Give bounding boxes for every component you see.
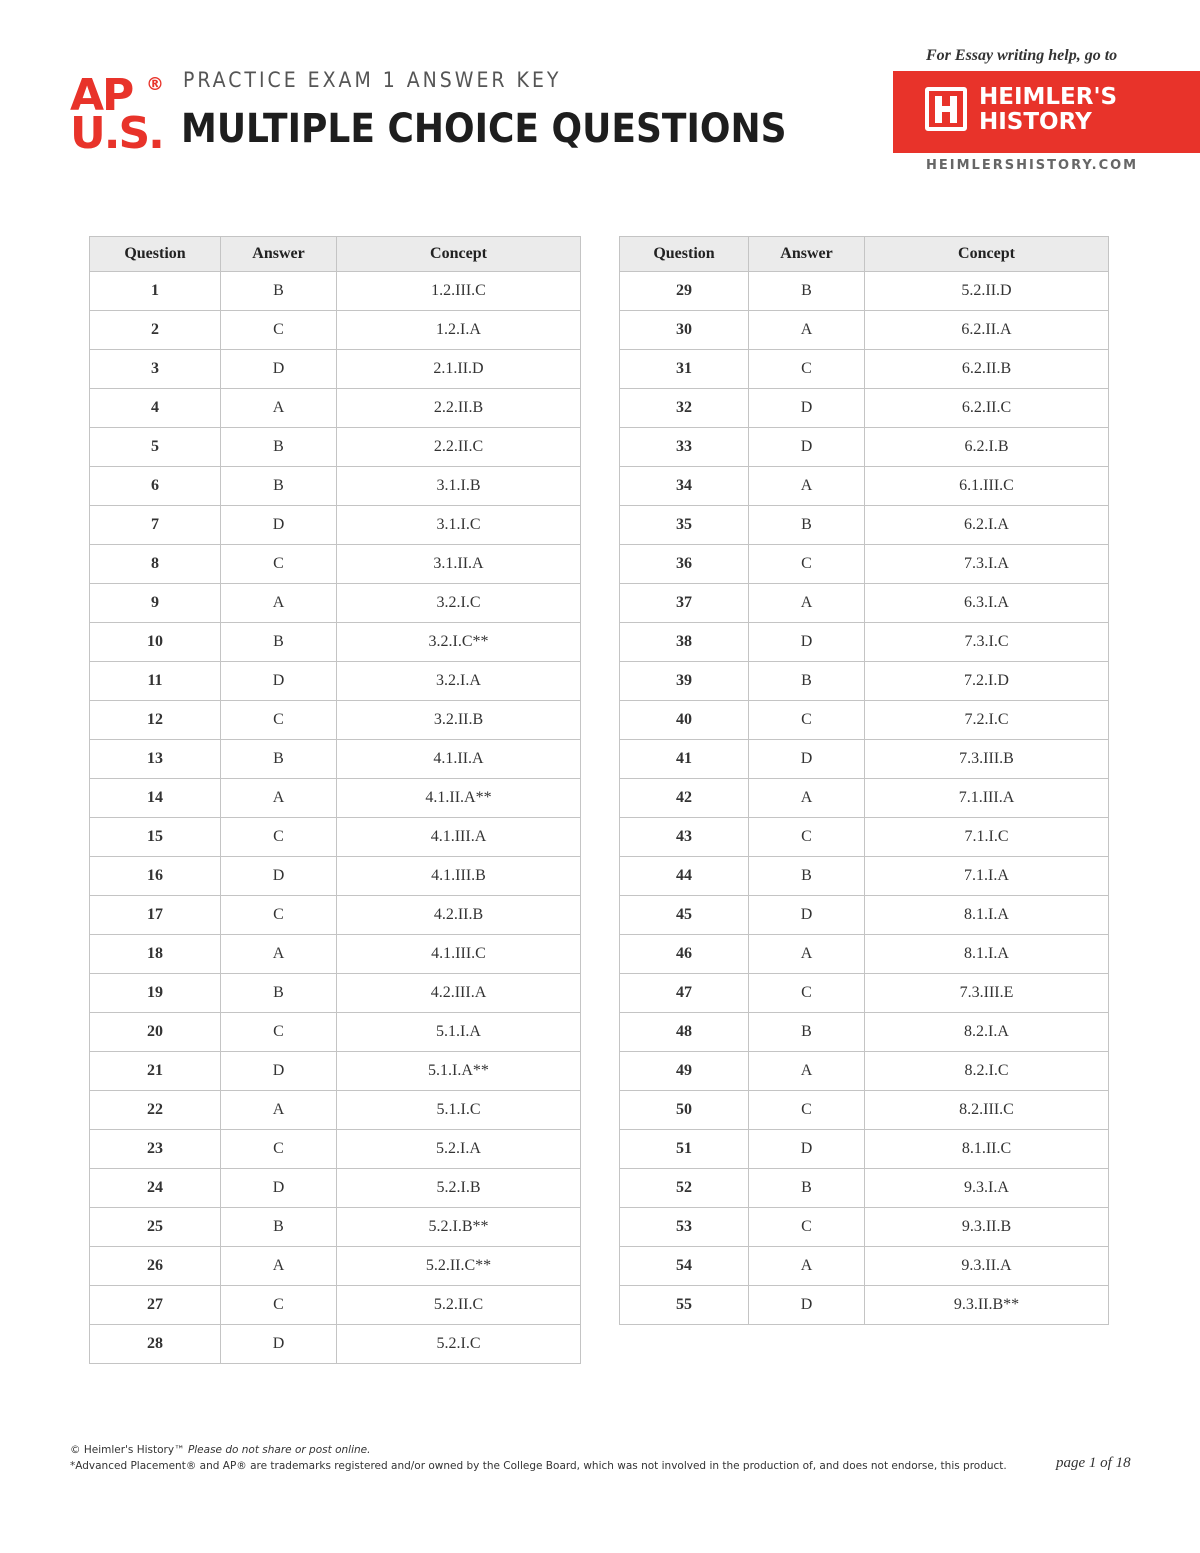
answer-cell: D xyxy=(221,1052,337,1091)
table-row xyxy=(620,1052,1109,1091)
table-header-row xyxy=(90,237,581,272)
concept-cell: 7.1.I.A xyxy=(865,857,1109,896)
concept-cell: 1.2.III.C xyxy=(337,272,581,311)
answer-cell: C xyxy=(749,1091,865,1130)
question-cell: 7 xyxy=(90,506,221,545)
page-title: MULTIPLE CHOICE QUESTIONS xyxy=(181,106,787,152)
answer-cell: D xyxy=(221,506,337,545)
table-row xyxy=(90,1247,581,1286)
question-cell: 49 xyxy=(620,1052,749,1091)
header-question: Question xyxy=(90,237,221,272)
answer-cell: B xyxy=(749,662,865,701)
concept-cell: 3.1.I.C xyxy=(337,506,581,545)
answer-table-right xyxy=(619,236,1109,1325)
question-cell: 1 xyxy=(90,272,221,311)
question-cell: 36 xyxy=(620,545,749,584)
question-cell: 34 xyxy=(620,467,749,506)
concept-cell: 4.1.II.A xyxy=(337,740,581,779)
answer-cell: A xyxy=(749,1052,865,1091)
answer-cell: D xyxy=(749,896,865,935)
answer-cell: A xyxy=(749,467,865,506)
question-cell: 11 xyxy=(90,662,221,701)
concept-cell: 4.1.III.C xyxy=(337,935,581,974)
table-row xyxy=(620,1247,1109,1286)
answer-cell: C xyxy=(221,1130,337,1169)
concept-cell: 5.1.I.A** xyxy=(337,1052,581,1091)
table-row xyxy=(90,818,581,857)
heimlers-history-logo[interactable] xyxy=(893,71,1200,153)
concept-cell: 3.1.II.A xyxy=(337,545,581,584)
ap-us-logo xyxy=(70,70,170,159)
answer-cell: D xyxy=(749,740,865,779)
question-cell: 40 xyxy=(620,701,749,740)
answer-cell: A xyxy=(221,1247,337,1286)
header-answer: Answer xyxy=(221,237,337,272)
table-row xyxy=(90,623,581,662)
concept-cell: 6.2.I.B xyxy=(865,428,1109,467)
table-header-row xyxy=(620,237,1109,272)
question-cell: 22 xyxy=(90,1091,221,1130)
question-cell: 21 xyxy=(90,1052,221,1091)
table-row xyxy=(90,272,581,311)
table-row xyxy=(620,1091,1109,1130)
question-cell: 2 xyxy=(90,311,221,350)
table-row xyxy=(90,350,581,389)
answer-cell: D xyxy=(221,1325,337,1364)
question-cell: 35 xyxy=(620,506,749,545)
answer-cell: A xyxy=(221,935,337,974)
page-subtitle: PRACTICE EXAM 1 ANSWER KEY xyxy=(183,68,562,92)
logo-ap-text: AP xyxy=(70,70,133,121)
heimler-h-icon xyxy=(925,87,967,131)
table-row xyxy=(620,311,1109,350)
table-row xyxy=(90,1091,581,1130)
answer-cell: D xyxy=(221,857,337,896)
table-row xyxy=(620,662,1109,701)
question-cell: 33 xyxy=(620,428,749,467)
answer-cell: B xyxy=(221,974,337,1013)
question-cell: 41 xyxy=(620,740,749,779)
footer-copyright-line xyxy=(70,1442,1007,1458)
answer-cell: B xyxy=(221,467,337,506)
concept-cell: 6.1.III.C xyxy=(865,467,1109,506)
answer-cell: B xyxy=(221,428,337,467)
table-row xyxy=(620,818,1109,857)
concept-cell: 5.1.I.A xyxy=(337,1013,581,1052)
concept-cell: 7.2.I.C xyxy=(865,701,1109,740)
concept-cell: 4.1.II.A** xyxy=(337,779,581,818)
table-row xyxy=(620,389,1109,428)
answer-cell: A xyxy=(749,779,865,818)
table-row xyxy=(90,389,581,428)
footer-notice: Please do not share or post online. xyxy=(187,1444,371,1456)
concept-cell: 3.2.I.C** xyxy=(337,623,581,662)
answer-cell: D xyxy=(749,1286,865,1325)
question-cell: 10 xyxy=(90,623,221,662)
answer-cell: A xyxy=(221,1091,337,1130)
table-row xyxy=(620,1286,1109,1325)
concept-cell: 7.3.I.A xyxy=(865,545,1109,584)
footer-trademark: *Advanced Placement® and AP® are trademarks registered and/or owned by the College Board, which was not involved in the production of, and does not endorse, this product. xyxy=(70,1460,1007,1472)
table-row xyxy=(90,857,581,896)
table-row xyxy=(620,779,1109,818)
question-cell: 52 xyxy=(620,1169,749,1208)
question-cell: 31 xyxy=(620,350,749,389)
concept-cell: 8.1.I.A xyxy=(865,935,1109,974)
concept-cell: 9.3.II.B xyxy=(865,1208,1109,1247)
answer-cell: D xyxy=(749,1130,865,1169)
table-row xyxy=(620,857,1109,896)
question-cell: 44 xyxy=(620,857,749,896)
answer-cell: A xyxy=(749,584,865,623)
header-question: Question xyxy=(620,237,749,272)
header-answer: Answer xyxy=(749,237,865,272)
answer-cell: A xyxy=(221,584,337,623)
table-row xyxy=(90,701,581,740)
concept-cell: 3.2.II.B xyxy=(337,701,581,740)
table-row xyxy=(90,545,581,584)
brand-url-link[interactable]: HEIMLERSHISTORY.COM xyxy=(926,158,1139,173)
concept-cell: 5.2.I.B xyxy=(337,1169,581,1208)
table-row xyxy=(620,428,1109,467)
question-cell: 20 xyxy=(90,1013,221,1052)
question-cell: 27 xyxy=(90,1286,221,1325)
table-row xyxy=(90,974,581,1013)
concept-cell: 6.2.II.C xyxy=(865,389,1109,428)
question-cell: 5 xyxy=(90,428,221,467)
question-cell: 53 xyxy=(620,1208,749,1247)
concept-cell: 4.2.II.B xyxy=(337,896,581,935)
answer-cell: B xyxy=(221,623,337,662)
table-row xyxy=(90,1052,581,1091)
question-cell: 48 xyxy=(620,1013,749,1052)
concept-cell: 6.2.I.A xyxy=(865,506,1109,545)
answer-cell: A xyxy=(749,1247,865,1286)
concept-cell: 5.1.I.C xyxy=(337,1091,581,1130)
question-cell: 54 xyxy=(620,1247,749,1286)
concept-cell: 5.2.II.C** xyxy=(337,1247,581,1286)
concept-cell: 4.2.III.A xyxy=(337,974,581,1013)
answer-table-left xyxy=(89,236,581,1364)
concept-cell: 4.1.III.A xyxy=(337,818,581,857)
concept-cell: 2.2.II.B xyxy=(337,389,581,428)
table-row xyxy=(90,584,581,623)
concept-cell: 7.3.III.B xyxy=(865,740,1109,779)
answer-cell: C xyxy=(221,1013,337,1052)
answer-cell: B xyxy=(221,1208,337,1247)
answer-cell: D xyxy=(221,662,337,701)
table-row xyxy=(90,779,581,818)
promo-text: For Essay writing help, go to xyxy=(926,47,1118,64)
answer-cell: B xyxy=(749,1013,865,1052)
concept-cell: 8.2.III.C xyxy=(865,1091,1109,1130)
table-row xyxy=(620,935,1109,974)
answer-cell: C xyxy=(221,1286,337,1325)
answer-cell: A xyxy=(749,935,865,974)
answer-cell: C xyxy=(221,311,337,350)
concept-cell: 9.3.II.B** xyxy=(865,1286,1109,1325)
table-row xyxy=(90,896,581,935)
concept-cell: 8.1.II.C xyxy=(865,1130,1109,1169)
table-row xyxy=(620,467,1109,506)
table-row xyxy=(620,584,1109,623)
table-row xyxy=(90,467,581,506)
brand-name-line1: HEIMLER'S xyxy=(979,84,1118,110)
concept-cell: 3.1.I.B xyxy=(337,467,581,506)
answer-cell: D xyxy=(749,428,865,467)
question-cell: 14 xyxy=(90,779,221,818)
concept-cell: 9.3.I.A xyxy=(865,1169,1109,1208)
concept-cell: 7.3.III.E xyxy=(865,974,1109,1013)
question-cell: 16 xyxy=(90,857,221,896)
question-cell: 43 xyxy=(620,818,749,857)
concept-cell: 7.3.I.C xyxy=(865,623,1109,662)
question-cell: 15 xyxy=(90,818,221,857)
answer-cell: C xyxy=(749,350,865,389)
question-cell: 29 xyxy=(620,272,749,311)
question-cell: 12 xyxy=(90,701,221,740)
table-row xyxy=(620,623,1109,662)
table-row xyxy=(620,506,1109,545)
table-row xyxy=(90,1286,581,1325)
concept-cell: 4.1.III.B xyxy=(337,857,581,896)
concept-cell: 7.2.I.D xyxy=(865,662,1109,701)
table-row xyxy=(620,896,1109,935)
question-cell: 38 xyxy=(620,623,749,662)
answer-cell: B xyxy=(749,857,865,896)
header-concept: Concept xyxy=(337,237,581,272)
answer-cell: A xyxy=(221,389,337,428)
brand-name xyxy=(979,85,1117,135)
question-cell: 24 xyxy=(90,1169,221,1208)
concept-cell: 5.2.I.A xyxy=(337,1130,581,1169)
concept-cell: 7.1.I.C xyxy=(865,818,1109,857)
answer-cell: C xyxy=(749,1208,865,1247)
table-row xyxy=(620,1130,1109,1169)
question-cell: 18 xyxy=(90,935,221,974)
concept-cell: 8.2.I.A xyxy=(865,1013,1109,1052)
answer-cell: D xyxy=(749,389,865,428)
question-cell: 42 xyxy=(620,779,749,818)
answer-cell: D xyxy=(221,1169,337,1208)
concept-cell: 2.1.II.D xyxy=(337,350,581,389)
table-row xyxy=(90,935,581,974)
answer-cell: A xyxy=(221,779,337,818)
concept-cell: 1.2.I.A xyxy=(337,311,581,350)
answer-cell: C xyxy=(221,545,337,584)
table-row xyxy=(620,1208,1109,1247)
question-cell: 13 xyxy=(90,740,221,779)
table-row xyxy=(620,701,1109,740)
concept-cell: 6.2.II.A xyxy=(865,311,1109,350)
answer-cell: C xyxy=(221,818,337,857)
question-cell: 37 xyxy=(620,584,749,623)
table-row xyxy=(90,1325,581,1364)
question-cell: 28 xyxy=(90,1325,221,1364)
answer-cell: C xyxy=(749,701,865,740)
question-cell: 47 xyxy=(620,974,749,1013)
question-cell: 55 xyxy=(620,1286,749,1325)
question-cell: 51 xyxy=(620,1130,749,1169)
header-concept: Concept xyxy=(865,237,1109,272)
question-cell: 30 xyxy=(620,311,749,350)
question-cell: 9 xyxy=(90,584,221,623)
logo-us-text: U.S. xyxy=(70,108,163,159)
answer-cell: C xyxy=(749,545,865,584)
question-cell: 17 xyxy=(90,896,221,935)
footer xyxy=(70,1442,1007,1474)
question-cell: 45 xyxy=(620,896,749,935)
question-cell: 6 xyxy=(90,467,221,506)
question-cell: 46 xyxy=(620,935,749,974)
answer-cell: C xyxy=(221,896,337,935)
question-cell: 8 xyxy=(90,545,221,584)
table-row xyxy=(90,1169,581,1208)
table-row xyxy=(620,350,1109,389)
concept-cell: 9.3.II.A xyxy=(865,1247,1109,1286)
answer-cell: C xyxy=(749,818,865,857)
question-cell: 39 xyxy=(620,662,749,701)
answer-cell: A xyxy=(749,311,865,350)
answer-cell: B xyxy=(221,740,337,779)
answer-cell: D xyxy=(221,350,337,389)
logo-registered-mark: ® xyxy=(146,74,162,95)
table-row xyxy=(90,311,581,350)
answer-cell: C xyxy=(221,701,337,740)
table-row xyxy=(90,506,581,545)
table-row xyxy=(620,1013,1109,1052)
table-row xyxy=(90,1013,581,1052)
footer-copyright: © Heimler's History™ xyxy=(70,1444,185,1456)
answer-cell: C xyxy=(749,974,865,1013)
table-row xyxy=(90,428,581,467)
table-row xyxy=(620,974,1109,1013)
concept-cell: 8.2.I.C xyxy=(865,1052,1109,1091)
concept-cell: 7.1.III.A xyxy=(865,779,1109,818)
answer-cell: B xyxy=(221,272,337,311)
question-cell: 4 xyxy=(90,389,221,428)
question-cell: 50 xyxy=(620,1091,749,1130)
page-number: page 1 of 18 xyxy=(1056,1455,1131,1471)
concept-cell: 8.1.I.A xyxy=(865,896,1109,935)
table-row xyxy=(90,1130,581,1169)
concept-cell: 6.3.I.A xyxy=(865,584,1109,623)
question-cell: 19 xyxy=(90,974,221,1013)
table-row xyxy=(90,740,581,779)
table-row xyxy=(90,1208,581,1247)
concept-cell: 3.2.I.C xyxy=(337,584,581,623)
question-cell: 3 xyxy=(90,350,221,389)
brand-name-line2: HISTORY xyxy=(979,109,1092,135)
question-cell: 26 xyxy=(90,1247,221,1286)
concept-cell: 5.2.I.C xyxy=(337,1325,581,1364)
table-row xyxy=(620,272,1109,311)
question-cell: 23 xyxy=(90,1130,221,1169)
question-cell: 32 xyxy=(620,389,749,428)
concept-cell: 6.2.II.B xyxy=(865,350,1109,389)
concept-cell: 5.2.I.B** xyxy=(337,1208,581,1247)
answer-cell: B xyxy=(749,1169,865,1208)
table-row xyxy=(620,545,1109,584)
question-cell: 25 xyxy=(90,1208,221,1247)
table-row xyxy=(90,662,581,701)
answer-cell: B xyxy=(749,272,865,311)
answer-cell: B xyxy=(749,506,865,545)
table-row xyxy=(620,740,1109,779)
answer-cell: D xyxy=(749,623,865,662)
concept-cell: 3.2.I.A xyxy=(337,662,581,701)
concept-cell: 5.2.II.C xyxy=(337,1286,581,1325)
concept-cell: 5.2.II.D xyxy=(865,272,1109,311)
concept-cell: 2.2.II.C xyxy=(337,428,581,467)
table-row xyxy=(620,1169,1109,1208)
